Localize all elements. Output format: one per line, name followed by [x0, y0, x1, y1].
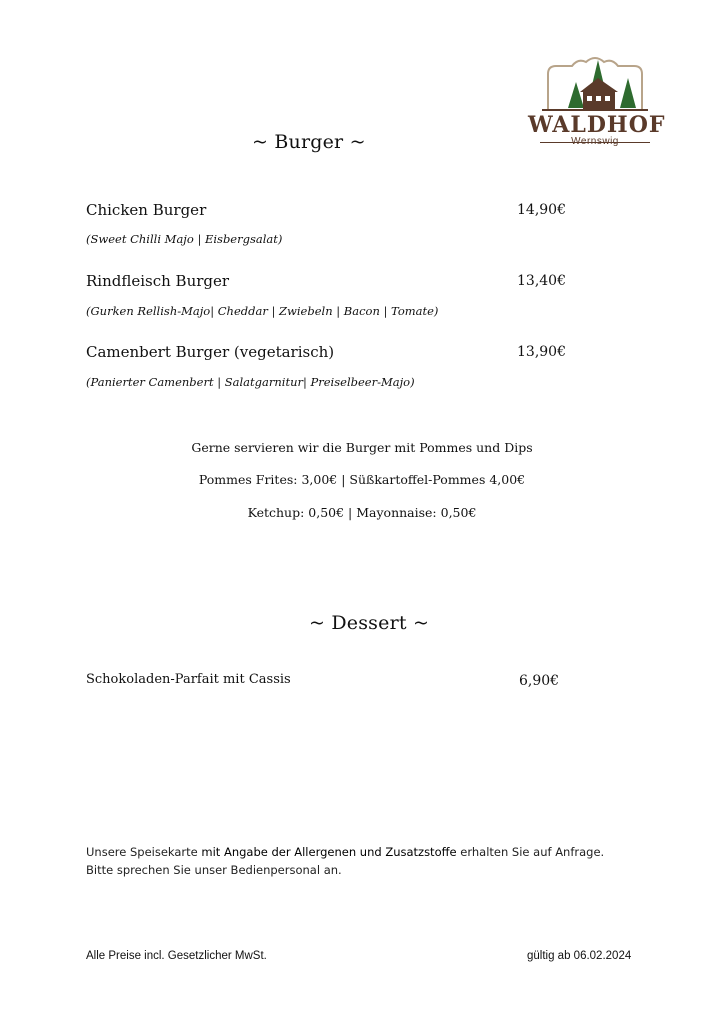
menu-item-price: 13,90€ [517, 344, 566, 360]
side-dish-note: Ketchup: 0,50€ | Mayonnaise: 0,50€ [247, 505, 477, 520]
menu-item-description: (Panierter Camenbert | Salatgarnitur| Preiselbeer-Majo) [86, 375, 415, 389]
menu-item-name: Rindfleisch Burger [86, 272, 230, 290]
allergen-hint-text: Unsere Speisekarte [86, 845, 202, 859]
allergen-hint [86, 845, 646, 859]
menu-item-name: Chicken Burger [86, 201, 207, 219]
menu-item-description: (Sweet Chilli Majo | Eisbergsalat) [86, 232, 283, 246]
menu-item-description: (Gurken Rellish-Majo| Cheddar | Zwiebeln | Bacon | Tomate) [86, 304, 439, 318]
dessert-section-title: ~ Dessert ~ [309, 612, 430, 634]
burger-section-title: ~ Burger ~ [252, 131, 366, 153]
allergen-hint-text: erhalten Sie auf Anfrage. [456, 845, 605, 859]
waldhof-logo [528, 52, 666, 154]
menu-item-price: 6,90€ [519, 673, 560, 689]
logo-subtitle: Wernswig [571, 136, 619, 147]
allergen-hint-emphasis: mit Angabe der Allergenen und Zusatzstoffe [201, 845, 457, 859]
menu-item-name: Schokoladen-Parfait mit Cassis [86, 672, 291, 687]
side-dish-note: Pommes Frites: 3,00€ | Süßkartoffel-Pommes 4,00€ [198, 472, 526, 487]
logo-wordmark: WALDHOF [528, 112, 666, 138]
house-trees-icon [528, 52, 662, 114]
menu-item-name: Camenbert Burger (vegetarisch) [86, 343, 335, 361]
side-dish-note: Gerne servieren wir die Burger mit Pommes und Dips [191, 440, 533, 455]
menu-item-price: 14,90€ [517, 202, 566, 218]
staff-hint: Bitte sprechen Sie unser Bedienpersonal an. [86, 863, 342, 877]
menu-item-price: 13,40€ [517, 273, 566, 289]
footer-valid-date: gültig ab 06.02.2024 [527, 950, 632, 962]
footer-vat-note: Alle Preise incl. Gesetzlicher MwSt. [86, 950, 267, 962]
